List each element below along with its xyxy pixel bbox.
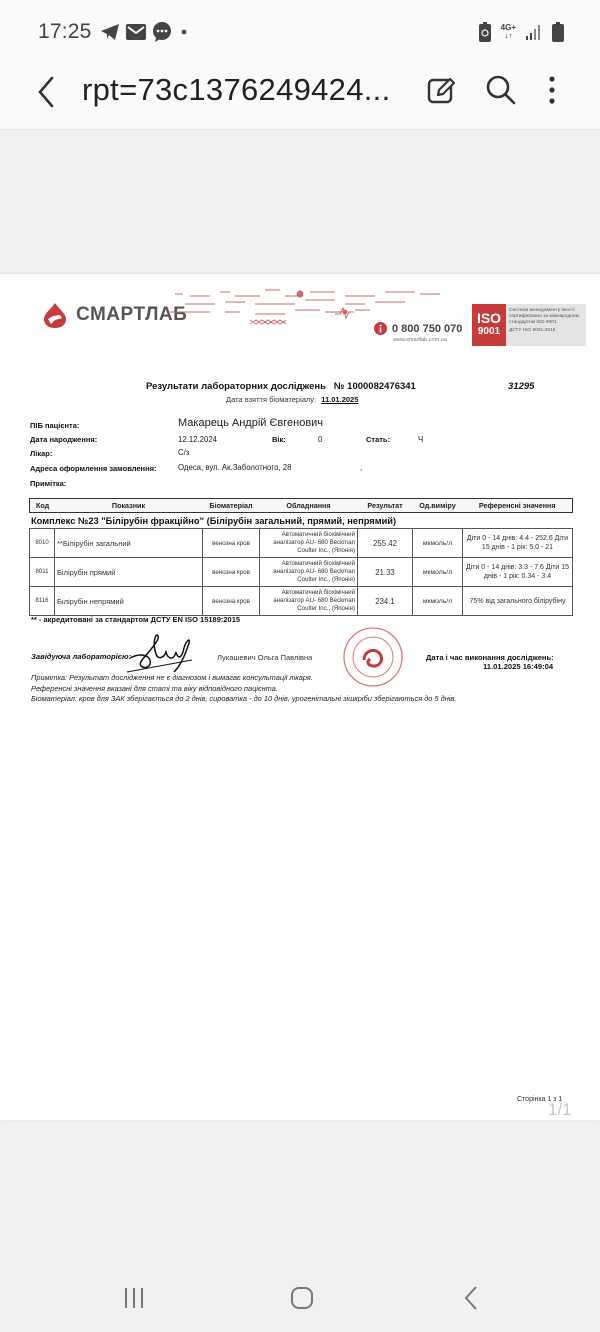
iso-standard: ДСТУ ISO 9001-2015 [509, 328, 556, 333]
col-unit: Од.виміру [413, 499, 463, 513]
info-icon [374, 322, 387, 335]
status-bar [0, 0, 600, 62]
row-equipment: Автоматичний біохімічний аналізатор AU- 680 Beckman Coulter Inc., (Японія) [260, 529, 358, 558]
row-name: **Білірубін загальний [55, 529, 203, 558]
pdf-page [0, 274, 600, 1120]
dob: 12.12.2024 [178, 435, 218, 444]
page-footer: Сторінка 1 з 1 [517, 1096, 563, 1103]
table-row [30, 587, 573, 616]
address: Одеса, вул. Ак.Заболотного, 28 [178, 463, 292, 472]
iso-number: 9001 [477, 326, 501, 337]
col-biomaterial: Біоматеріал [203, 499, 260, 513]
website: www.smartlab.com.ua [393, 337, 447, 343]
col-equipment: Обладнання [260, 499, 358, 513]
footnotes [31, 673, 456, 705]
row-name: Білірубін прямий [55, 558, 203, 587]
iso-description-text: Система менеджменту якості сертифікована за міжнародним стандартом ISO 9001 [509, 308, 579, 325]
chat-icon [152, 22, 172, 42]
system-back-button[interactable] [462, 1284, 480, 1312]
signature-image [122, 630, 207, 675]
results-table-header [29, 498, 573, 513]
row-equipment: Автоматичний біохімічний аналізатор AU- 680 Beckman Coulter Inc., (Японія) [260, 587, 358, 616]
iso-badge [472, 304, 506, 346]
status-time: 17:25 [38, 20, 92, 43]
order-code: 31295 [508, 381, 535, 392]
row-unit: мкмоль/л [413, 587, 463, 616]
lab-head-name: Лукашевич Ольга Павлівна [217, 653, 313, 662]
phone-number: 0 800 750 070 [392, 322, 463, 335]
patient-name: Макарець Андрій Євгенович [178, 417, 324, 429]
col-code: Код [30, 499, 55, 513]
system-icons [479, 22, 564, 42]
iso-description [506, 304, 586, 346]
phone-contact [374, 322, 462, 335]
smartlab-logo-icon [42, 302, 68, 328]
row-result: 255.42 [358, 529, 413, 558]
dot-icon [178, 26, 190, 38]
lab-head-label: Завідуюча лабораторією: [31, 652, 132, 661]
row-code: 8116 [30, 587, 55, 616]
mail-icon [126, 24, 146, 40]
address-suffix: , [360, 463, 363, 472]
row-biomaterial: венозна кров [203, 529, 260, 558]
row-reference: Діти 0 - 14 днів: 3.3 - 7.6 Діти 15 днів - 1 рік: 0.34 - 3.4 [463, 558, 573, 587]
address-label: Адреса оформлення замовлення: [30, 464, 157, 473]
col-reference: Референсні значення [463, 499, 573, 513]
battery-icon [552, 22, 564, 42]
complex-title: Комплекс №23 "Білірубін фракційно" (Білірубін загальний, прямий, непрямий) [31, 516, 397, 526]
footnote-line: Референсні значення вказані для статі та віку відповідного пацієнта. [31, 683, 278, 693]
page-indicator: 1/1 [548, 1100, 572, 1119]
col-indicator: Показник [55, 499, 203, 513]
row-biomaterial: венозна кров [203, 558, 260, 587]
network-4g-icon: 4G+ ↓↑ [500, 23, 516, 40]
row-reference: Діти 0 - 14 днів: 4.4 - 252.6 Діти 15 днів - 1 рік: 5.0 - 21 [463, 529, 573, 558]
table-row [30, 558, 573, 587]
network-label: 4G+ [500, 23, 516, 32]
age-label: Вік: [272, 435, 286, 444]
note-label: Примітка: [30, 479, 67, 488]
app-bar [0, 62, 600, 130]
sample-date: 11.01.2025 [321, 395, 359, 404]
doctor: С/з [178, 448, 190, 457]
row-reference: 75% від загального білірубіну [463, 587, 573, 616]
sex-label: Стать: [366, 435, 391, 444]
row-biomaterial: венозна кров [203, 587, 260, 616]
back-button[interactable] [34, 74, 58, 110]
row-name: Білірубін непрямий [55, 587, 203, 616]
execution-datetime: 11.01.2025 16:49:04 [483, 662, 554, 671]
dob-label: Дата народження: [30, 435, 98, 444]
row-unit: мкмоль/л [413, 558, 463, 587]
row-result: 21.33 [358, 558, 413, 587]
home-button[interactable] [290, 1286, 314, 1310]
row-code: 8010 [30, 529, 55, 558]
system-nav-bar [0, 1262, 600, 1332]
brand-name: СМАРТЛАБ [76, 304, 188, 325]
age: 0 [318, 435, 323, 444]
battery-saver-icon [479, 22, 491, 42]
sample-date-label: Дата взяття біоматеріалу: [226, 395, 317, 404]
search-button[interactable] [485, 74, 517, 106]
footnote-line: Примітка: Результат дослідження не є діагнозом і вимагає консультації лікаря. [31, 673, 313, 682]
row-result: 234.1 [358, 587, 413, 616]
notification-icons [100, 22, 190, 42]
document-title: rpt=73c1376249424... [82, 72, 391, 107]
row-code: 8011 [30, 558, 55, 587]
report-title: Результати лабораторних досліджень № 1000082476341 [146, 381, 416, 392]
edit-button[interactable] [427, 76, 457, 106]
telegram-icon [100, 23, 120, 41]
table-row [30, 529, 573, 558]
row-equipment: Автоматичний біохімічний аналізатор AU- 680 Beckman Coulter Inc., (Японія) [260, 558, 358, 587]
more-options-button[interactable] [542, 74, 562, 106]
iso-label: ISO [476, 310, 502, 326]
accreditation-note: ** - акредитовані за стандартом ДСТУ EN ISO 15189:2015 [31, 615, 241, 624]
signal-icon [526, 24, 542, 40]
execution-date-label: Дата і час виконання досліджень: [426, 653, 554, 662]
sex: Ч [418, 435, 424, 444]
col-result: Результат [358, 499, 413, 513]
doctor-label: Лікар: [30, 449, 53, 458]
footnote-line: Біоматеріал: кров для ЗАК зберігається до 2 днів, сироватка - до 10 днів, урогенітальні зішкріби зберігаються до 5 днів. [31, 694, 457, 703]
results-table [29, 528, 573, 616]
row-unit: мкмоль/л [413, 529, 463, 558]
sample-date-row [226, 395, 358, 404]
patient-name-label: ПІБ пацієнта: [30, 421, 80, 430]
recent-apps-button[interactable] [122, 1286, 146, 1310]
